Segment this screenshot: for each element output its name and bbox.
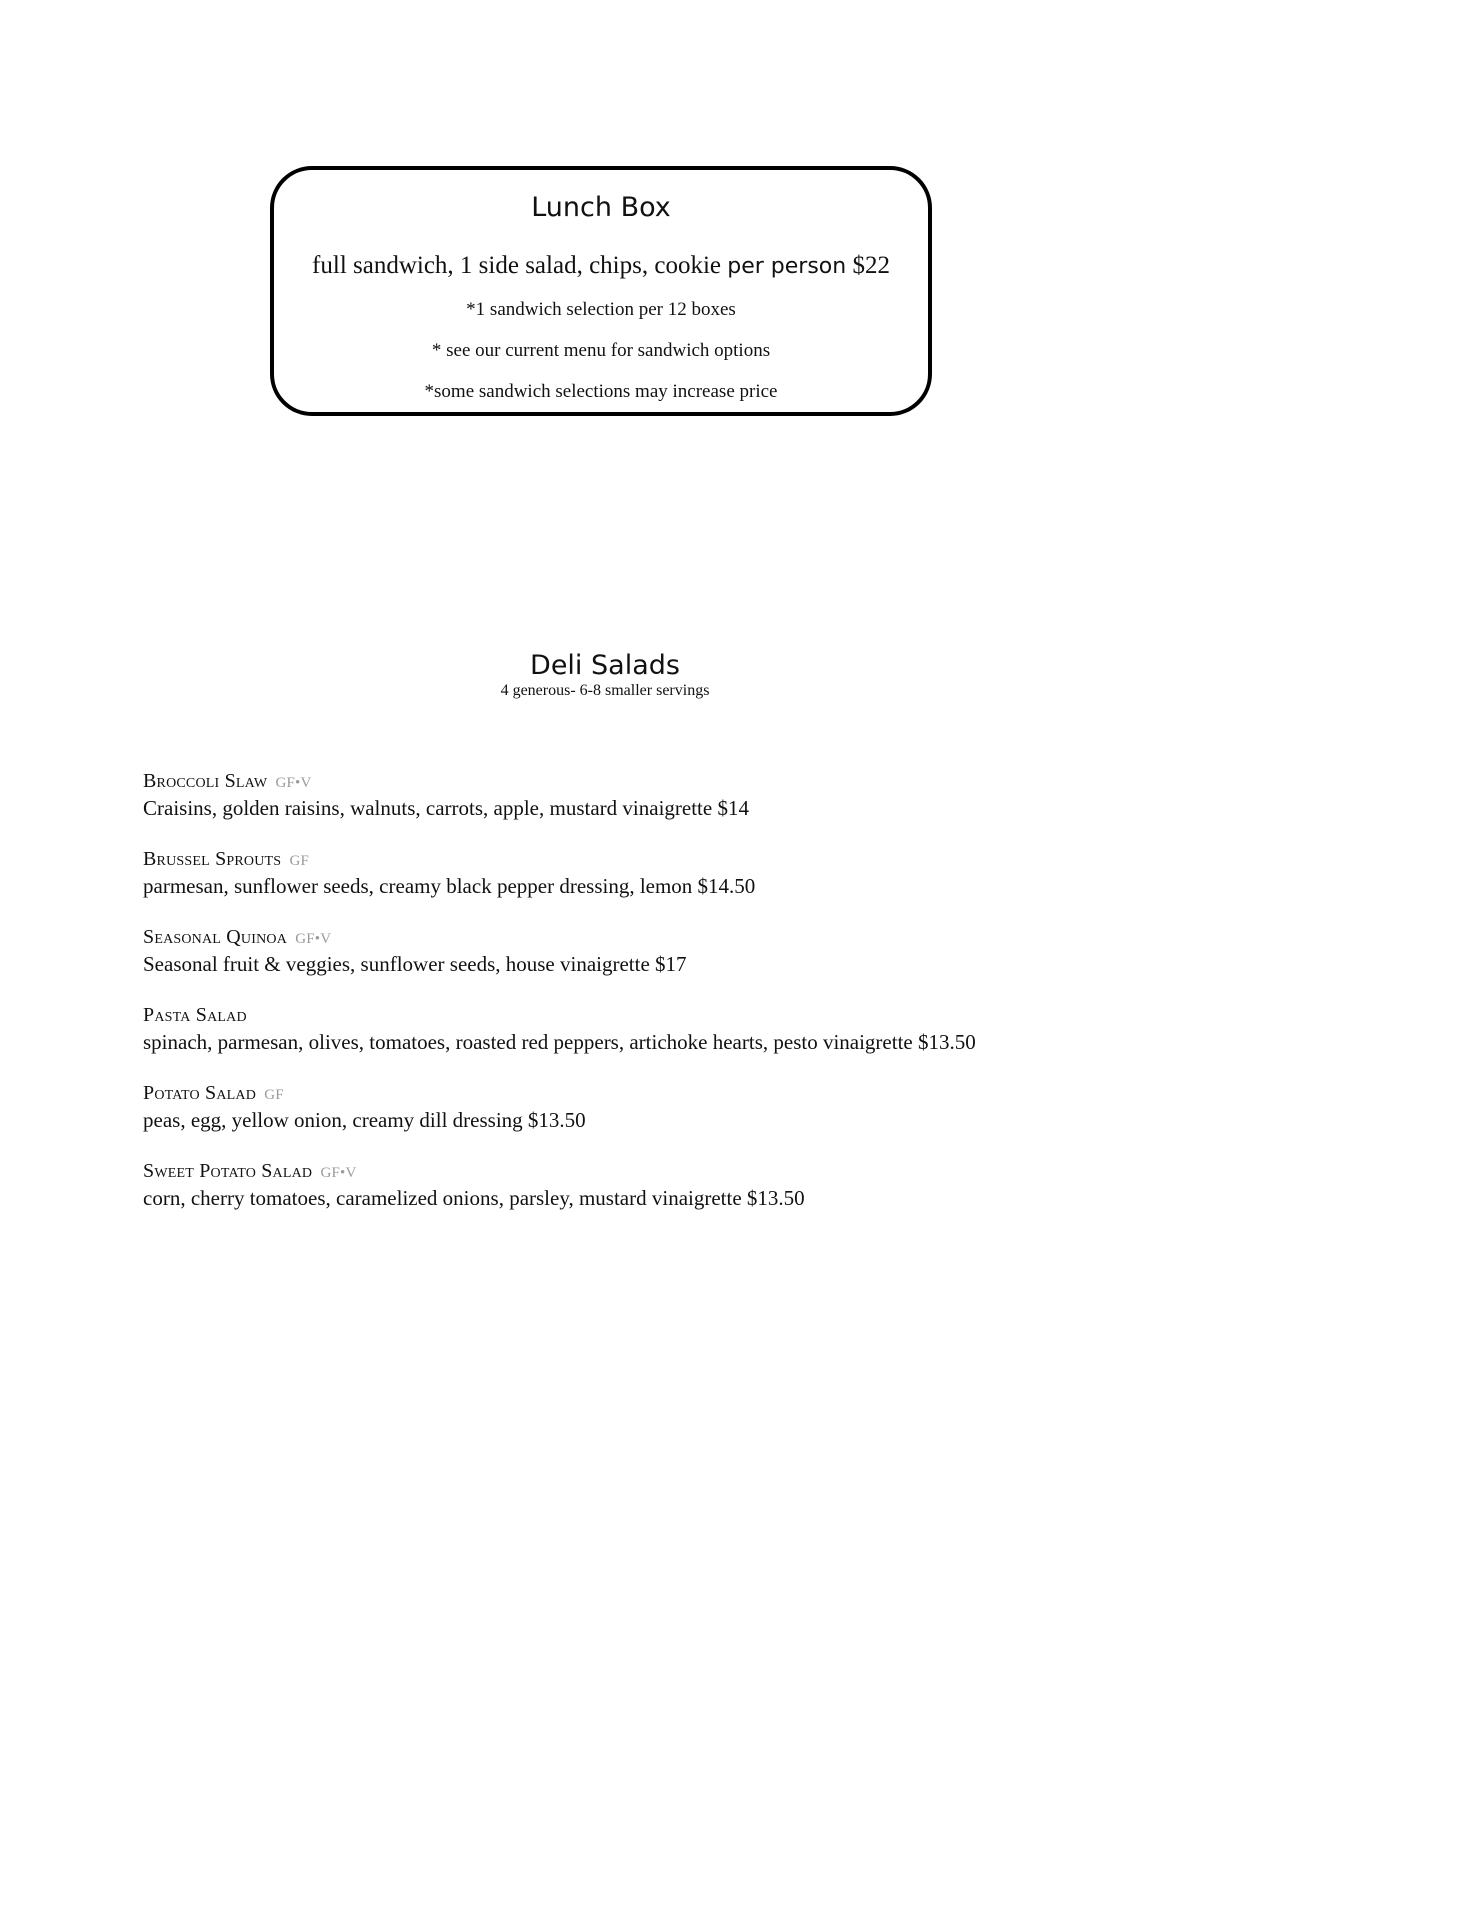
lunch-box-card [270,166,932,416]
lunch-box-offer-text: full sandwich, 1 side salad, chips, cookie [312,252,721,279]
salad-list [143,768,1043,1236]
list-item [143,1158,1043,1211]
lunch-box-note: * see our current menu for sandwich options [431,340,771,361]
lunch-box-offer-price: $22 [852,252,890,279]
salad-name-row [143,846,1043,874]
salad-name-row [143,1158,1043,1186]
lunch-box-note: *1 sandwich selection per 12 boxes [466,299,736,320]
salad-name-row [143,1080,1043,1108]
salad-description: corn, cherry tomatoes, caramelized onions, parsley, mustard vinaigrette $13.50 [143,1186,805,1210]
list-item [143,1080,1043,1133]
dietary-tag: GF•V [295,931,332,947]
salad-name: Potato Salad [143,1082,257,1104]
list-item [143,924,1043,977]
list-item [143,846,1043,899]
salad-name: Broccoli Slaw [143,770,268,792]
salad-description: parmesan, sunflower seeds, creamy black pepper dressing, lemon $14.50 [143,874,756,898]
lunch-box-offer-unit: per person [727,254,847,279]
list-item [143,1002,1043,1055]
salad-name: Seasonal Quinoa [143,926,288,948]
salad-name: Sweet Potato Salad [143,1160,313,1182]
salad-name: Brussel Sprouts [143,848,282,870]
dietary-tag: GF•V [320,1165,357,1181]
salad-name-row [143,924,1043,952]
salad-name-row [143,1002,1043,1030]
dietary-tag: GF•V [275,775,312,791]
salad-description: peas, egg, yellow onion, creamy dill dressing $13.50 [143,1108,586,1132]
lunch-box-offer [274,250,928,283]
dietary-tag: GF [264,1087,284,1103]
deli-salads-subtitle: 4 generous- 6-8 smaller servings [500,682,710,699]
salad-name-row [143,768,1043,796]
deli-salads-title: Deli Salads [530,650,680,681]
salad-description: Craisins, golden raisins, walnuts, carrots, apple, mustard vinaigrette $14 [143,796,749,820]
dietary-tag: GF [289,853,310,869]
salad-name: Pasta Salad [143,1004,247,1026]
lunch-box-note: *some sandwich selections may increase price [424,381,778,402]
salad-description: Seasonal fruit & veggies, sunflower seeds, house vinaigrette $17 [143,952,687,976]
list-item [143,768,1043,821]
salad-description: spinach, parmesan, olives, tomatoes, roasted red peppers, artichoke hearts, pesto vinaigrette $13.50 [143,1030,976,1054]
lunch-box-title: Lunch Box [531,192,671,223]
